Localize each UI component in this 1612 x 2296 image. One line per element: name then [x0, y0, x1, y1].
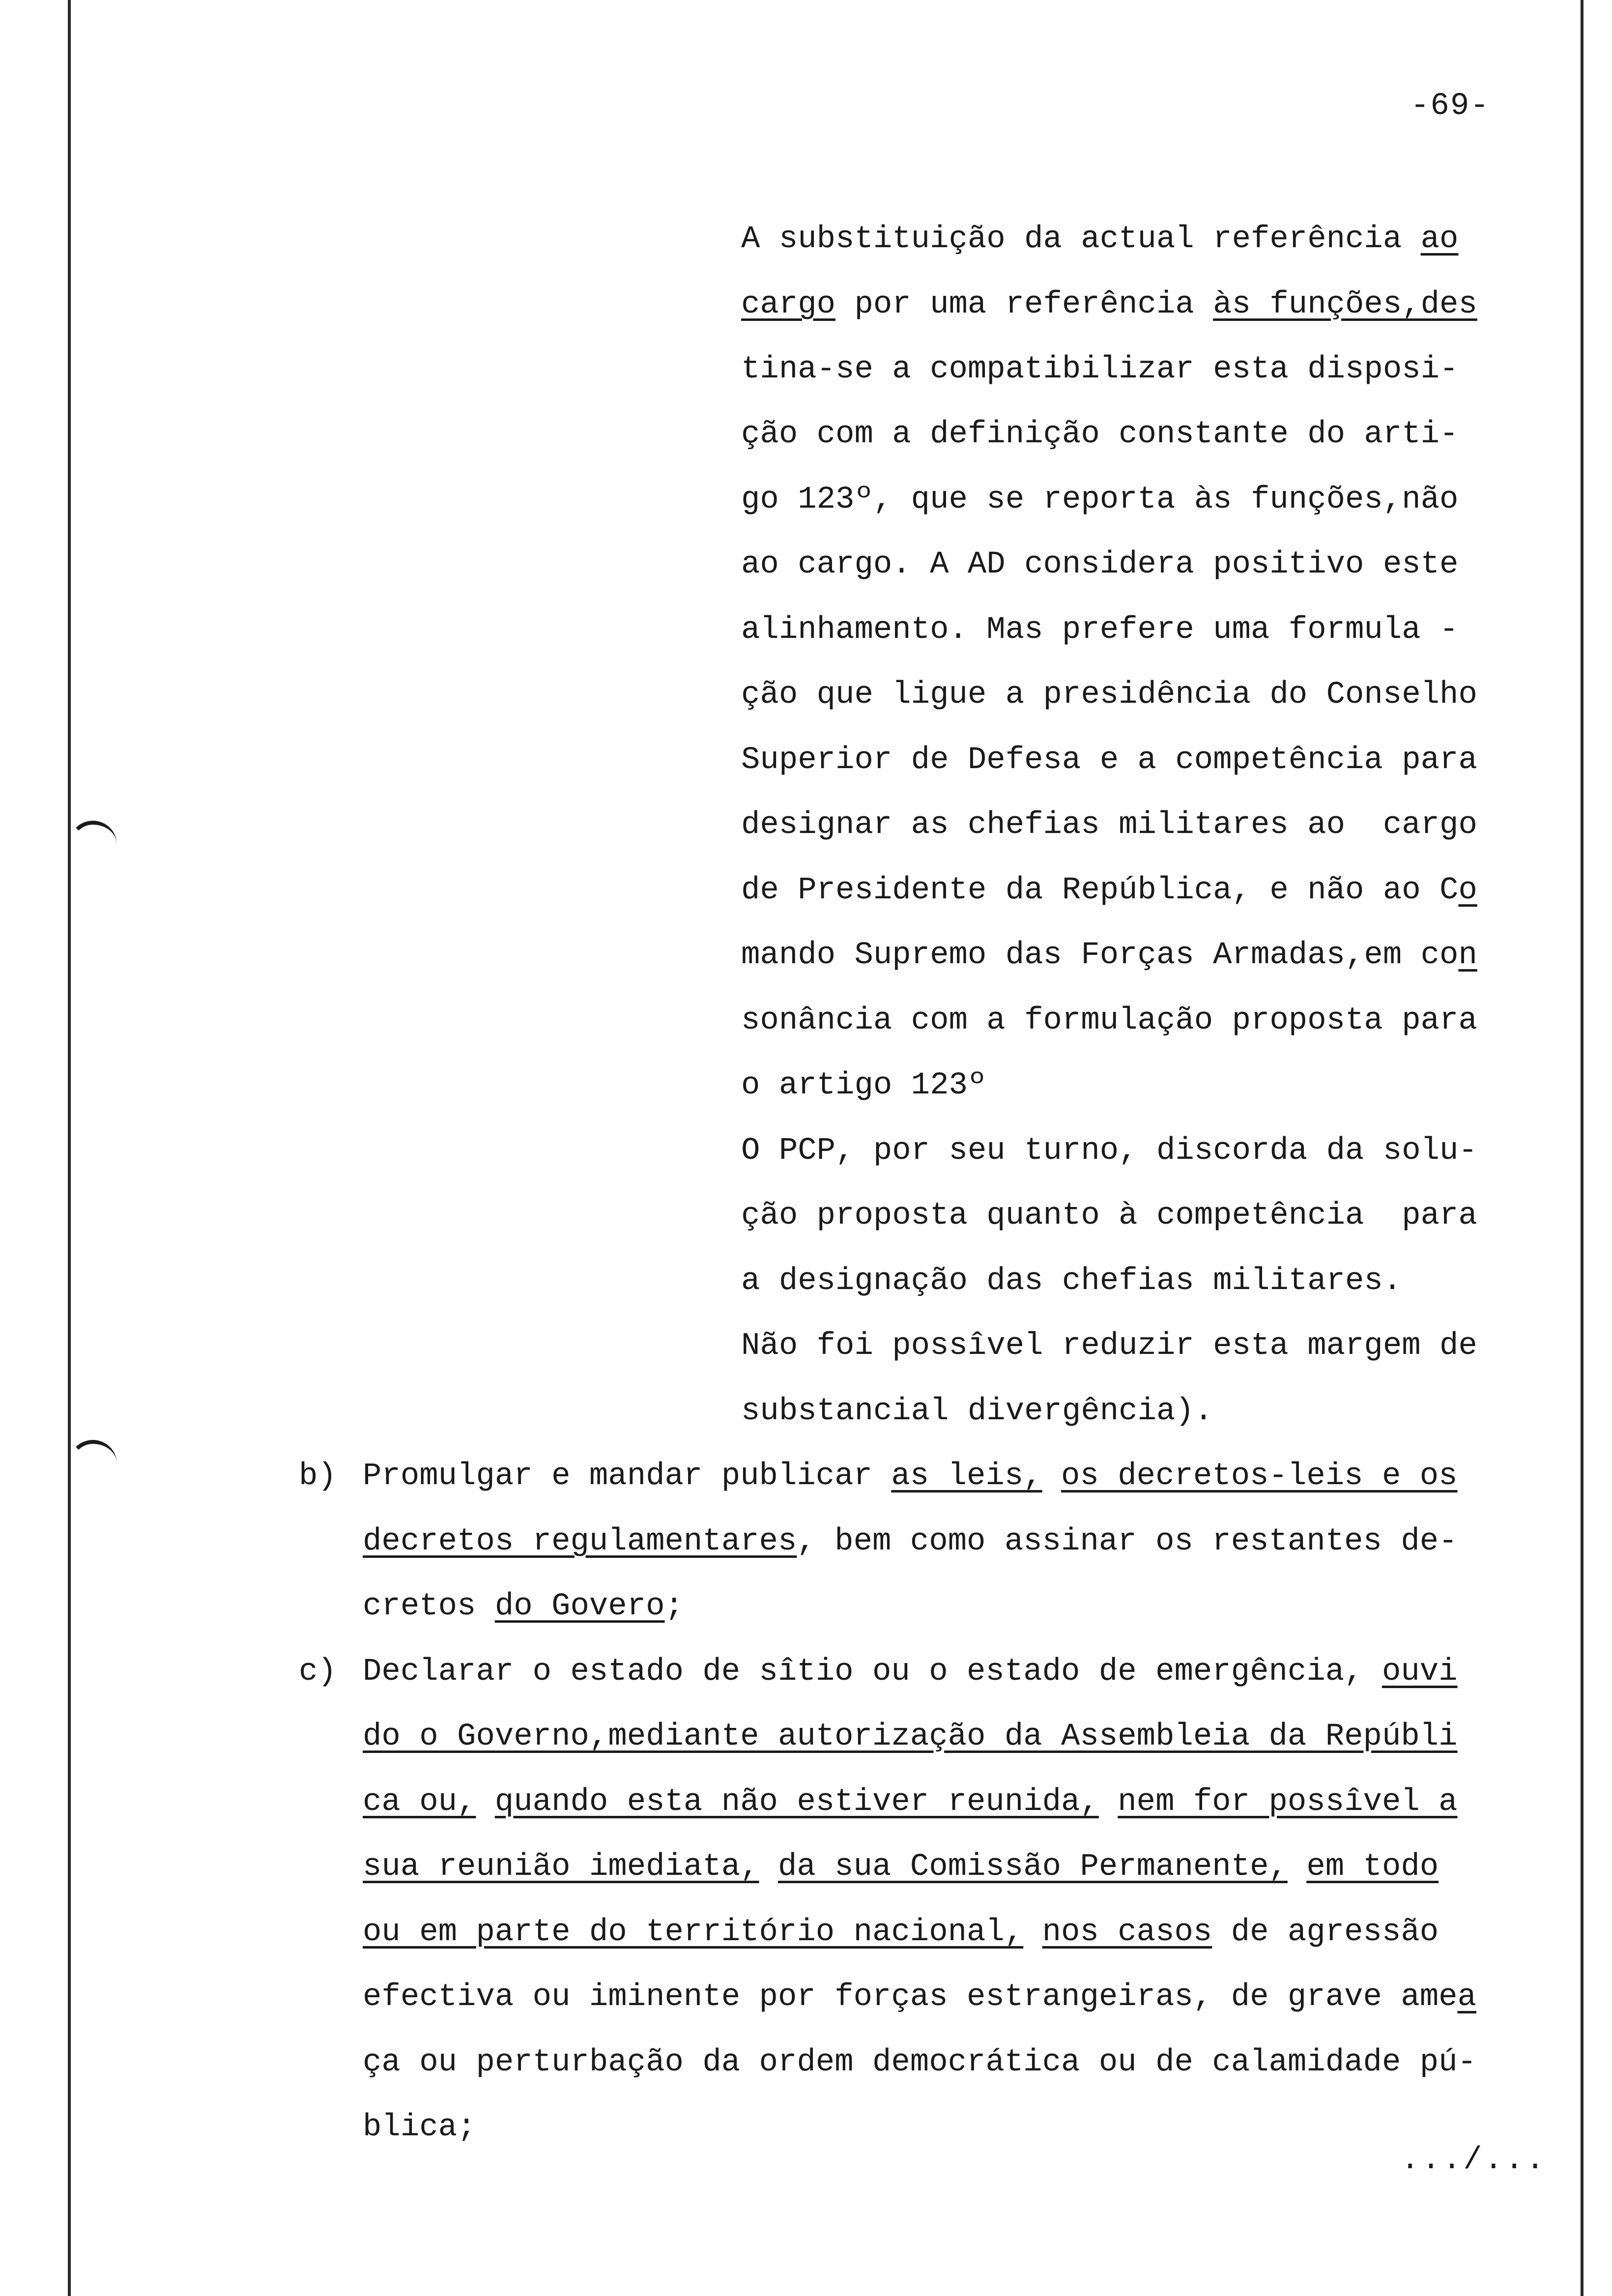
page-number: -69- — [1410, 88, 1490, 124]
item-c-line: blica; — [363, 2110, 476, 2145]
item-c-line: do o Governo,mediante autorização da Assembleia da Repúbli — [363, 1719, 1458, 1754]
commentary-line: cargo por uma referência às funções,des — [741, 287, 1477, 322]
item-c-line: ça ou perturbação da ordem democrática ou de calamidade pú- — [363, 2045, 1476, 2080]
commentary-line: ção proposta quanto à competência para — [741, 1198, 1477, 1234]
page-right-edge — [1581, 0, 1583, 2296]
commentary-line: designar as chefias militares ao cargo — [741, 807, 1477, 843]
item-c-line: ca ou, quando esta não estiver reunida, nem for possîvel a — [363, 1784, 1458, 1820]
item-c-line: sua reunião imediata, da sua Comissão Permanente, em todo — [363, 1849, 1439, 1885]
commentary-line: tina-se a compatibilizar esta disposi- — [741, 352, 1459, 387]
commentary-line: o artigo 123º — [741, 1068, 987, 1103]
commentary-line: Superior de Defesa e a competência para — [741, 743, 1477, 778]
punch-hole-mark — [69, 821, 117, 864]
commentary-line: O PCP, por seu turno, discorda da solu- — [741, 1133, 1477, 1169]
item-marker: c) — [299, 1654, 337, 1690]
commentary-line: substancial divergência). — [741, 1394, 1213, 1429]
item-b-line: Promulgar e mandar publicar as leis, os decretos-leis e os — [363, 1459, 1458, 1494]
item-c-line: ou em parte do território nacional, nos casos de agressão — [363, 1915, 1439, 1950]
commentary-line: a designação das chefias militares. — [741, 1263, 1402, 1299]
commentary-line: ao cargo. A AD considera positivo este — [741, 547, 1459, 582]
commentary-line: ção com a definição constante do arti- — [741, 417, 1459, 452]
commentary-line: sonância com a formulação proposta para — [741, 1003, 1477, 1038]
item-c-line: Declarar o estado de sîtio ou o estado de emergência, ouvi — [363, 1654, 1458, 1690]
item-c-line: efectiva ou iminente por forças estrangeiras, de grave amea — [363, 1980, 1476, 2015]
item-b-line: decretos regulamentares, bem como assinar os restantes de- — [363, 1524, 1458, 1559]
punch-hole-mark — [69, 1440, 117, 1483]
page-left-edge — [68, 0, 71, 2296]
commentary-line: Não foi possîvel reduzir esta margem de — [741, 1328, 1477, 1364]
item-marker: b) — [299, 1459, 337, 1494]
commentary-line: A substituição da actual referência ao — [741, 222, 1459, 257]
commentary-line: alinhamento. Mas prefere uma formula - — [741, 612, 1459, 648]
commentary-line: mando Supremo das Forças Armadas,em con — [741, 938, 1477, 973]
item-b-line: cretos do Govero; — [363, 1589, 684, 1624]
commentary-line: go 123º, que se reporta às funções,não — [741, 482, 1459, 517]
commentary-line: ção que ligue a presidência do Conselho — [741, 677, 1477, 713]
commentary-line: de Presidente da República, e não ao Co — [741, 873, 1477, 908]
continuation-mark: .../... — [1401, 2143, 1547, 2178]
